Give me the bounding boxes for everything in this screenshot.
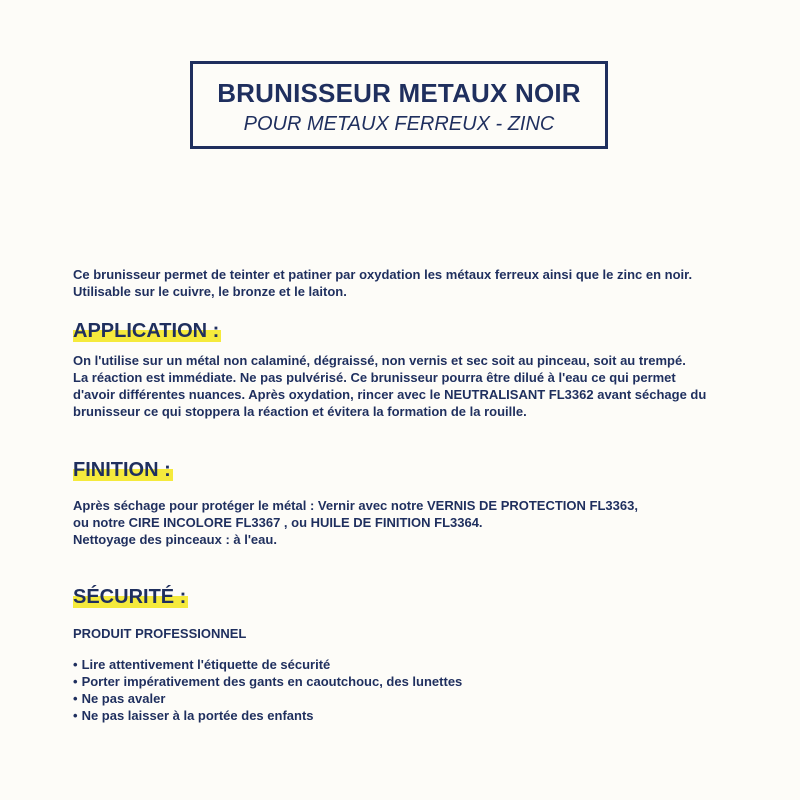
safety-list [73, 656, 462, 724]
list-item [73, 673, 462, 690]
list-item-text: Porter impérativement des gants en caoutchouc, des lunettes [81, 674, 463, 689]
bullet-icon: • [73, 708, 78, 723]
finition-paragraph [73, 497, 638, 548]
finition-line: Nettoyage des pinceaux : à l'eau. [73, 532, 277, 547]
finition-heading: FINITION : [73, 459, 171, 481]
securite-subheading: PRODUIT PROFESSIONNEL [73, 626, 247, 641]
bullet-icon: • [73, 657, 78, 672]
finition-line: ou notre CIRE INCOLORE FL3367 , ou HUILE DE FINITION FL3364. [73, 515, 483, 530]
bullet-icon: • [73, 674, 78, 689]
application-line: La réaction est immédiate. Ne pas pulvérisé. Ce brunisseur pourra être dilué à l'eau ce qui permet [73, 370, 676, 385]
application-line: On l'utilise sur un métal non calaminé, dégraissé, non vernis et sec soit au pinceau, soit au trempé. [73, 353, 686, 368]
list-item [73, 690, 462, 707]
list-item [73, 656, 462, 673]
application-line: brunisseur ce qui stoppera la réaction et évitera la formation de la rouille. [73, 404, 527, 419]
title-box [190, 61, 608, 149]
list-item [73, 707, 462, 724]
page-title: BRUNISSEUR METAUX NOIR [217, 78, 581, 108]
list-item-text: Lire attentivement l'étiquette de sécurité [81, 657, 331, 672]
application-line: d'avoir différentes nuances. Après oxydation, rincer avec le NEUTRALISANT FL3362 avant séchage du [73, 387, 707, 402]
page-subtitle: POUR METAUX FERREUX - ZINC [243, 113, 555, 135]
securite-heading: SÉCURITÉ : [73, 586, 187, 608]
bullet-icon: • [73, 691, 78, 706]
intro-line: Utilisable sur le cuivre, le bronze et le laiton. [73, 284, 347, 299]
application-paragraph [73, 352, 706, 420]
list-item-text: Ne pas laisser à la portée des enfants [81, 708, 314, 723]
finition-line: Après séchage pour protéger le métal : Vernir avec notre VERNIS DE PROTECTION FL3363, [73, 498, 638, 513]
application-heading: APPLICATION : [73, 320, 220, 342]
list-item-text: Ne pas avaler [81, 691, 166, 706]
intro-line: Ce brunisseur permet de teinter et patiner par oxydation les métaux ferreux ainsi que le zinc en noir. [73, 267, 693, 282]
intro-paragraph [73, 266, 692, 300]
